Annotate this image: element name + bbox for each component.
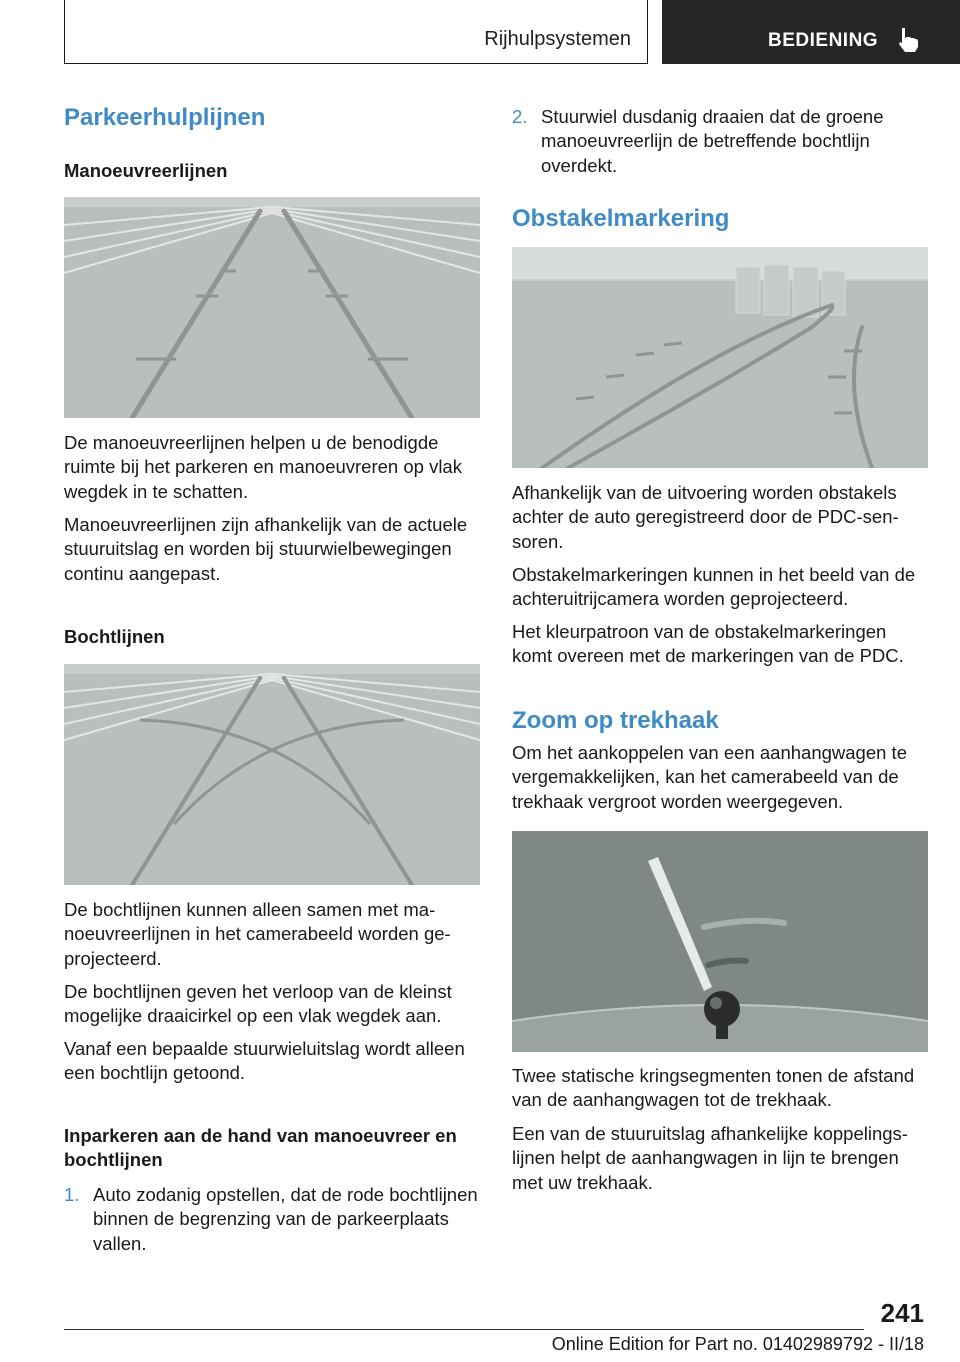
list-text: Auto zodanig opstellen, dat de rode bochtlijnen binnen de begrenzing van de parkeerplaats vallen. xyxy=(93,1184,478,1254)
list-number: 2. xyxy=(512,106,528,127)
figure-curve-lines xyxy=(64,664,480,885)
paragraph: Obstakelmarkeringen kunnen in het beeld van de achteruitrijcamera worden geprojecteerd. xyxy=(512,564,916,610)
header-section-title: Rijhulpsystemen xyxy=(484,28,631,50)
section-title-zoom-op-trekhaak: Zoom op trekhaak xyxy=(512,707,719,734)
paragraph: Het kleurpatroon van de obstakelmarkeringen komt overeen met de markeringen van de PDC. xyxy=(512,621,904,667)
paragraph: De bochtlijnen geven het verloop van de kleinst mogelijke draaicirkel op een vlak wegdek aan. xyxy=(64,981,452,1027)
subheading-inparkeren: Inparkeren aan de hand van manoeuvreer en bochtlijnen xyxy=(64,1125,457,1170)
list-number: 1. xyxy=(64,1184,80,1205)
paragraph: Manoeuvreerlijnen zijn afhankelijk van de actuele stuuruitslag en worden bij stuurwielbewegingen continu aangepast. xyxy=(64,514,468,584)
section-title-obstakelmarkering: Obstakelmarkering xyxy=(512,205,730,232)
header-section-box xyxy=(64,0,648,64)
hand-pointer-icon xyxy=(894,26,920,54)
figure-tow-hitch-zoom xyxy=(512,831,928,1052)
header-chapter-label: BEDIENING xyxy=(768,30,879,51)
paragraph: De manoeuvreerlijnen helpen u de benodigde ruimte bij het parkeren en manoeuvreren op vlak wegdek in te schatten. xyxy=(64,432,462,502)
paragraph: Twee statische kringsegmenten tonen de afstand van de aanhangwagen tot de trekhaak. xyxy=(512,1065,915,1111)
header-chapter-tab[interactable] xyxy=(662,0,960,64)
paragraph: Om het aankoppelen van een aanhangwagen te vergemakkelijken, kan het camerabeeld van de trekhaak vergroot worden weergegeven. xyxy=(512,742,907,812)
paragraph: Vanaf een bepaalde stuurwieluitslag wordt alleen een bochtlijn getoond. xyxy=(64,1038,465,1084)
paragraph: Afhankelijk van de uitvoering worden obstakels achter de auto geregistreerd door de PDC-sensoren. xyxy=(512,482,899,552)
footer-edition: Online Edition for Part no. 01402989792 - II/18 xyxy=(551,1334,924,1354)
list-text: Stuurwiel dusdanig draaien dat de groene manoeuvreerlijn de betreffende bochtlijn overdekt. xyxy=(541,106,884,176)
paragraph: Een van de stuuruitslag afhankelijke koppelingslijnen helpt de aanhangwagen in lijn te brengen met uw trekhaak. xyxy=(512,1123,908,1193)
figure-manoeuvring-lines xyxy=(64,197,480,418)
footer-divider xyxy=(64,1329,864,1330)
paragraph: De bochtlijnen kunnen alleen samen met manoeuvreerlijnen in het camerabeeld worden geprojecteerd. xyxy=(64,899,451,969)
subheading-manoeuvreerlijnen: Manoeuvreerlijnen xyxy=(64,160,228,181)
figure-obstacle-markers xyxy=(512,247,928,468)
page-number: 241 xyxy=(880,1298,924,1328)
subheading-bochtlijnen: Bochtlijnen xyxy=(64,626,165,647)
section-title-parkeerhulplijnen: Parkeerhulplijnen xyxy=(64,104,266,131)
